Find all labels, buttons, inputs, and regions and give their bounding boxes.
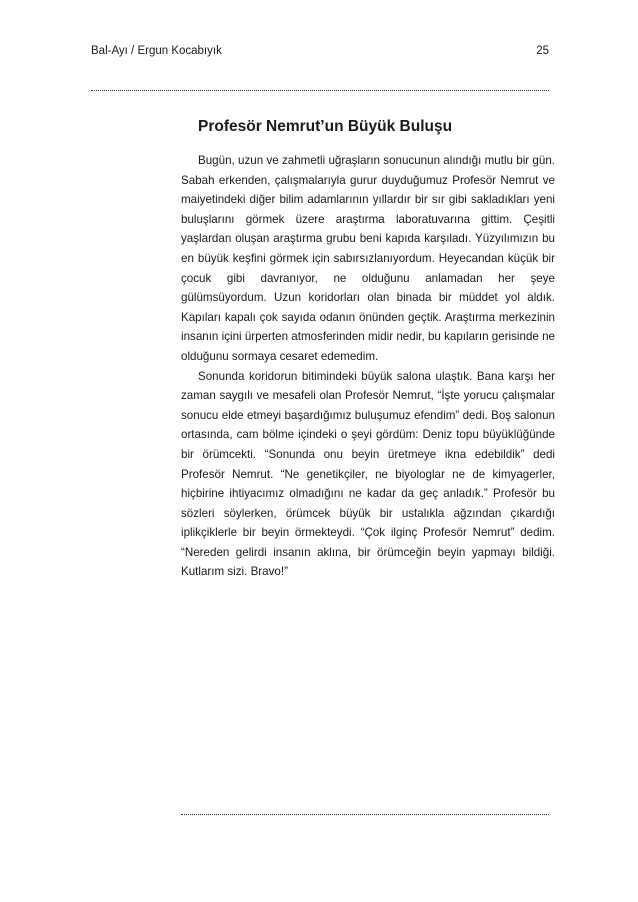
footer-divider xyxy=(181,814,549,815)
paragraph-1: Bugün, uzun ve zahmetli uğraşların sonucunun alındığı mutlu bir gün. Sabah erkenden, çalışmalarıyla gurur duyduğumuz Profesör Nemrut ve maiyetindeki diğer bilim adamlarının yıllardır bir sır gibi sakladıkları yeni buluşlarını görmek üzere araştırma laboratuvarına gittim. Çeşitli yaşlardan oluşan araştırma grubu beni kapıda karşıladı. Yüzyılımızın bu en büyük keşfini görmek için sabırsızlanıyordum. Heyecandan küçük bir çocuk gibi davranıyor, ne olduğunu anlamadan her şeye gülümsüyordum. Uzun koridorları olan binada bir müddet yol aldık. Kapıları kapalı çok sayıda odanın önünden geçtik. Araştırma merkezinin insanın içini ürperten atmosferinden midir nedir, bu kapıların gerisinde ne olduğunu sormaya cesaret edemedim. xyxy=(181,154,555,363)
page-number: 25 xyxy=(536,45,549,57)
running-title: Bal-Ayı / Ergun Kocabıyık xyxy=(91,45,222,57)
page-header xyxy=(91,44,549,64)
chapter-title: Profesör Nemrut’un Büyük Buluşu xyxy=(198,118,453,135)
paragraph-2: Sonunda koridorun bitimindeki büyük salona ulaştık. Bana karşı her zaman saygılı ve mesafeli olan Profesör Nemrut, “İşte yorucu çalışmalar sonucu elde etmeyi başardığımız buluşumuz efendim” dedi. Boş salonun ortasında, cam bölme içindeki o şeyi gördüm: Deniz topu büyüklüğünde bir örümcekti. “Sonunda onu beyin üretmeye ikna edebildik” dedi Profesör Nemrut. “Ne genetikçiler, ne biyologlar ne de kimyagerler, hiçbirine ihtiyacımız olmadığını ne kadar da geç anladık.” Profesör bu sözleri söylerken, örümcek büyük bir ustalıkla ağzından çıkardığı iplikçiklerle bir beyin örmekteydi. “Çok ilginç Profesör Nemrut” dedim. “Nereden gelirdi insanın aklına, bir örümceğin beyin yapmayı bildiği. Kutlarım sizi. Bravo!” xyxy=(181,369,555,579)
header-divider xyxy=(91,90,549,91)
chapter-body xyxy=(181,116,555,582)
